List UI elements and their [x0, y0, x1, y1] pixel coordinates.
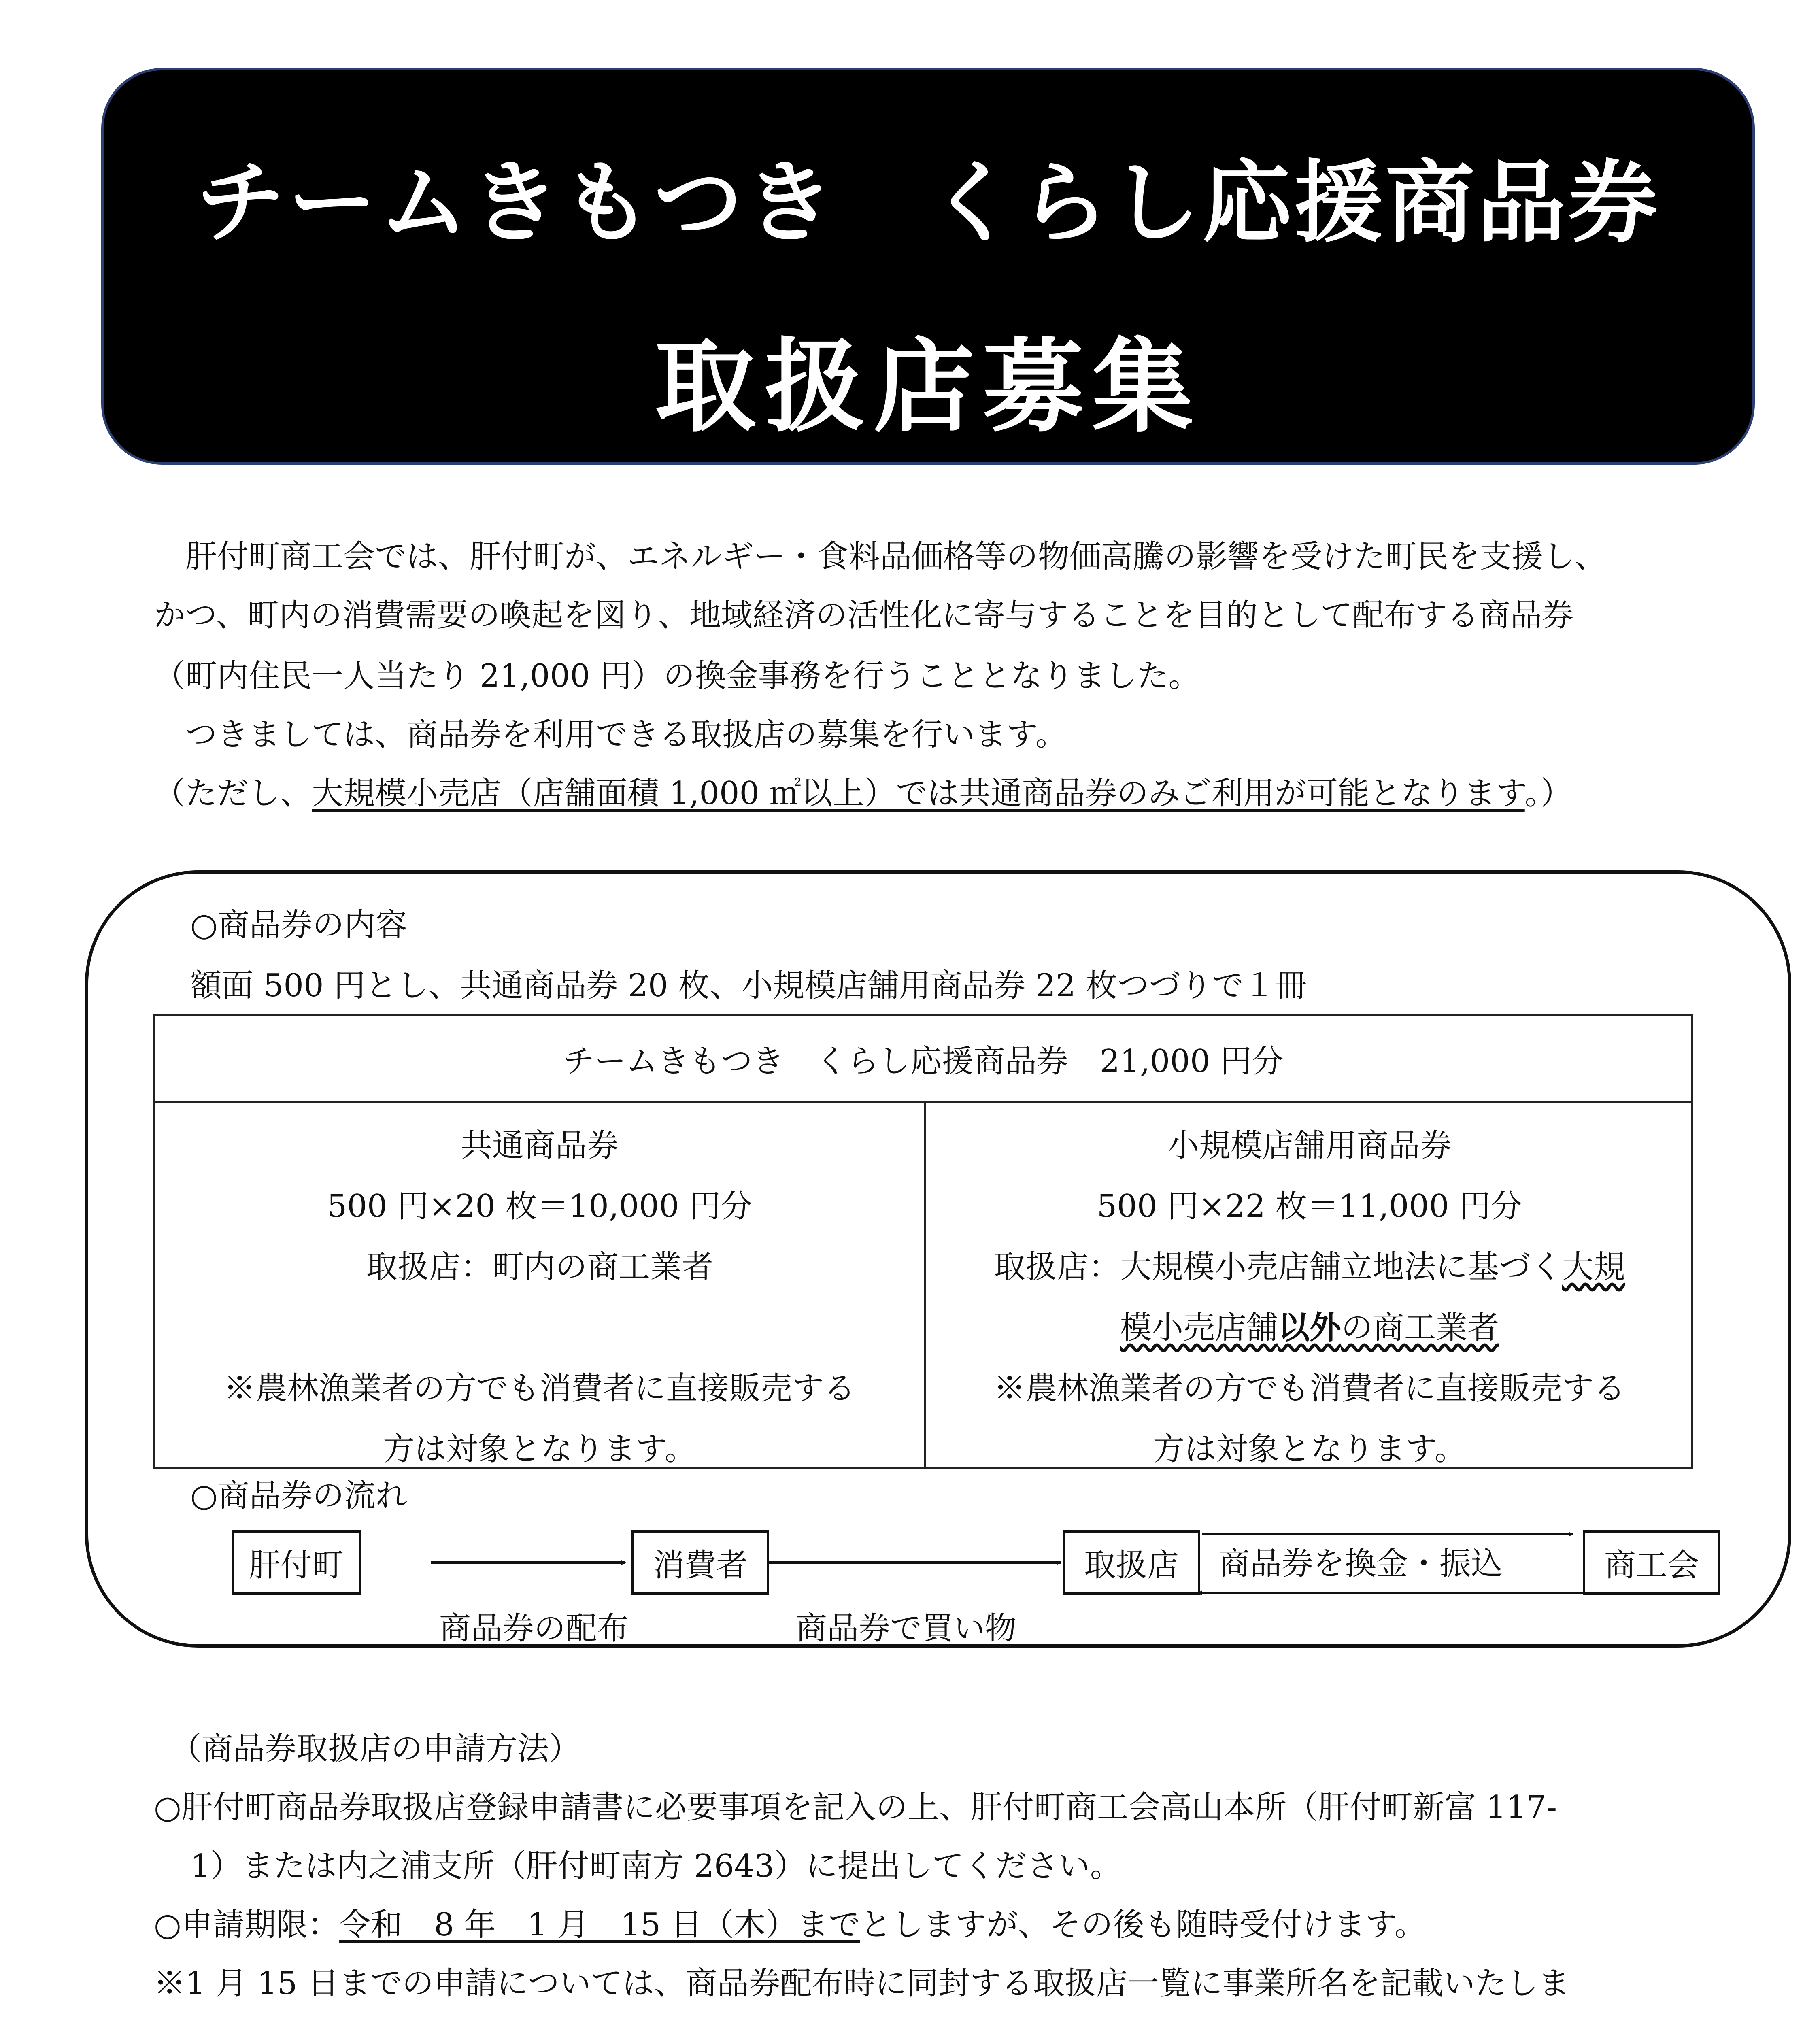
application-heading: （商品券取扱店の申請方法） [170, 1731, 581, 1767]
application-item-1-line-1: ○肝付町商品券取扱店登録申請書に必要事項を記入の上、肝付町商工会高山本所（肝付町新富 117- [154, 1789, 1557, 1826]
intro-line-4: つきましては、商品券を利用できる取扱店の募集を行います。 [154, 716, 1067, 753]
label-distribute: 商品券の配布 [439, 1610, 629, 1647]
common-voucher-title: 共通商品券 [460, 1127, 619, 1164]
common-voucher-note-2: 方は対象となります。 [383, 1431, 696, 1467]
contents-heading: ○商品券の内容 [190, 907, 408, 943]
deadline-post: としますが、その後も随時受付けます。 [860, 1907, 1426, 1943]
flow-box-store: 取扱店 [1063, 1530, 1200, 1595]
intro-line-5-underlined: 大規模小売店（店舗面積 1,000 ㎡以上）では共通商品券のみご利用が可能となります [312, 775, 1525, 812]
common-voucher-note-1: ※農林漁業者の方でも消費者に直接販売する [223, 1370, 855, 1407]
common-voucher-amount: 500 円×20 枚＝10,000 円分 [327, 1188, 753, 1225]
application-item-3-line-1: ※1 月 15 日までの申請については、商品券配布時に同封する取扱店一覧に事業所名を記載いたしま [154, 1965, 1570, 2002]
flow-box-consumer: 消費者 [631, 1530, 769, 1595]
small-voucher-stores-bold: 以外 [1278, 1309, 1341, 1346]
label-purchase: 商品券で買い物 [795, 1610, 1017, 1647]
small-voucher-stores-wavy-1: 大規 [1562, 1249, 1626, 1285]
intro-line-3: （町内住民一人当たり 21,000 円）の換金事務を行うこととなりました。 [154, 658, 1200, 694]
deadline-date: 令和 8 年 1 月 15 日（木）まで [339, 1907, 860, 1943]
deadline-label: ○申請期限： [154, 1907, 340, 1943]
application-item-1-line-2: 1）または内之浦支所（肝付町南方 2643）に提出してください。 [190, 1848, 1122, 1884]
small-voucher-note-2: 方は対象となります。 [1153, 1431, 1466, 1467]
title-line-2: 取扱店募集 [655, 328, 1201, 446]
contents-description: 額面 500 円とし、共通商品券 20 枚、小規模店舗用商品券 22 枚つづりで１冊 [190, 967, 1307, 1004]
common-voucher-stores: 取扱店：町内の商工業者 [366, 1249, 713, 1285]
label-exchange: 商品券を換金・振込 [1218, 1546, 1503, 1582]
intro-line-5-post: 。） [1524, 775, 1572, 812]
intro-line-1: 肝付町商工会では、肝付町が、エネルギー・食料品価格等の物価高騰の影響を受けた町民を支援し、 [154, 538, 1607, 575]
flow-heading: ○商品券の流れ [190, 1478, 408, 1514]
intro-line-2: かつ、町内の消費需要の喚起を図り、地域経済の活性化に寄与することを目的として配布する商品券 [154, 597, 1573, 634]
voucher-table-header: チームきもつき くらし応援商品券 21,000 円分 [155, 1016, 1691, 1103]
title-line-1: チームきもつき くらし応援商品券 [196, 151, 1660, 255]
flow-box-town: 肝付町 [232, 1530, 361, 1595]
small-voucher-stores-pre: 取扱店：大規模小売店舗立地法に基づく [993, 1249, 1562, 1285]
small-voucher-note-1: ※農林漁業者の方でも消費者に直接販売する [993, 1370, 1625, 1407]
small-voucher-amount: 500 円×22 枚＝11,000 円分 [1097, 1188, 1522, 1225]
small-voucher-stores-wavy-2: 模小売店舗 [1120, 1310, 1278, 1346]
small-voucher-title: 小規模店舗用商品券 [1167, 1127, 1452, 1164]
application-item-3-line-2 [190, 2020, 771, 2024]
flow-box-chamber: 商工会 [1583, 1530, 1720, 1595]
intro-line-5-pre: （ただし、 [154, 775, 312, 812]
application-item-2 [154, 1903, 1426, 1947]
small-voucher-stores-wavy-3: の商工業者 [1341, 1310, 1499, 1346]
